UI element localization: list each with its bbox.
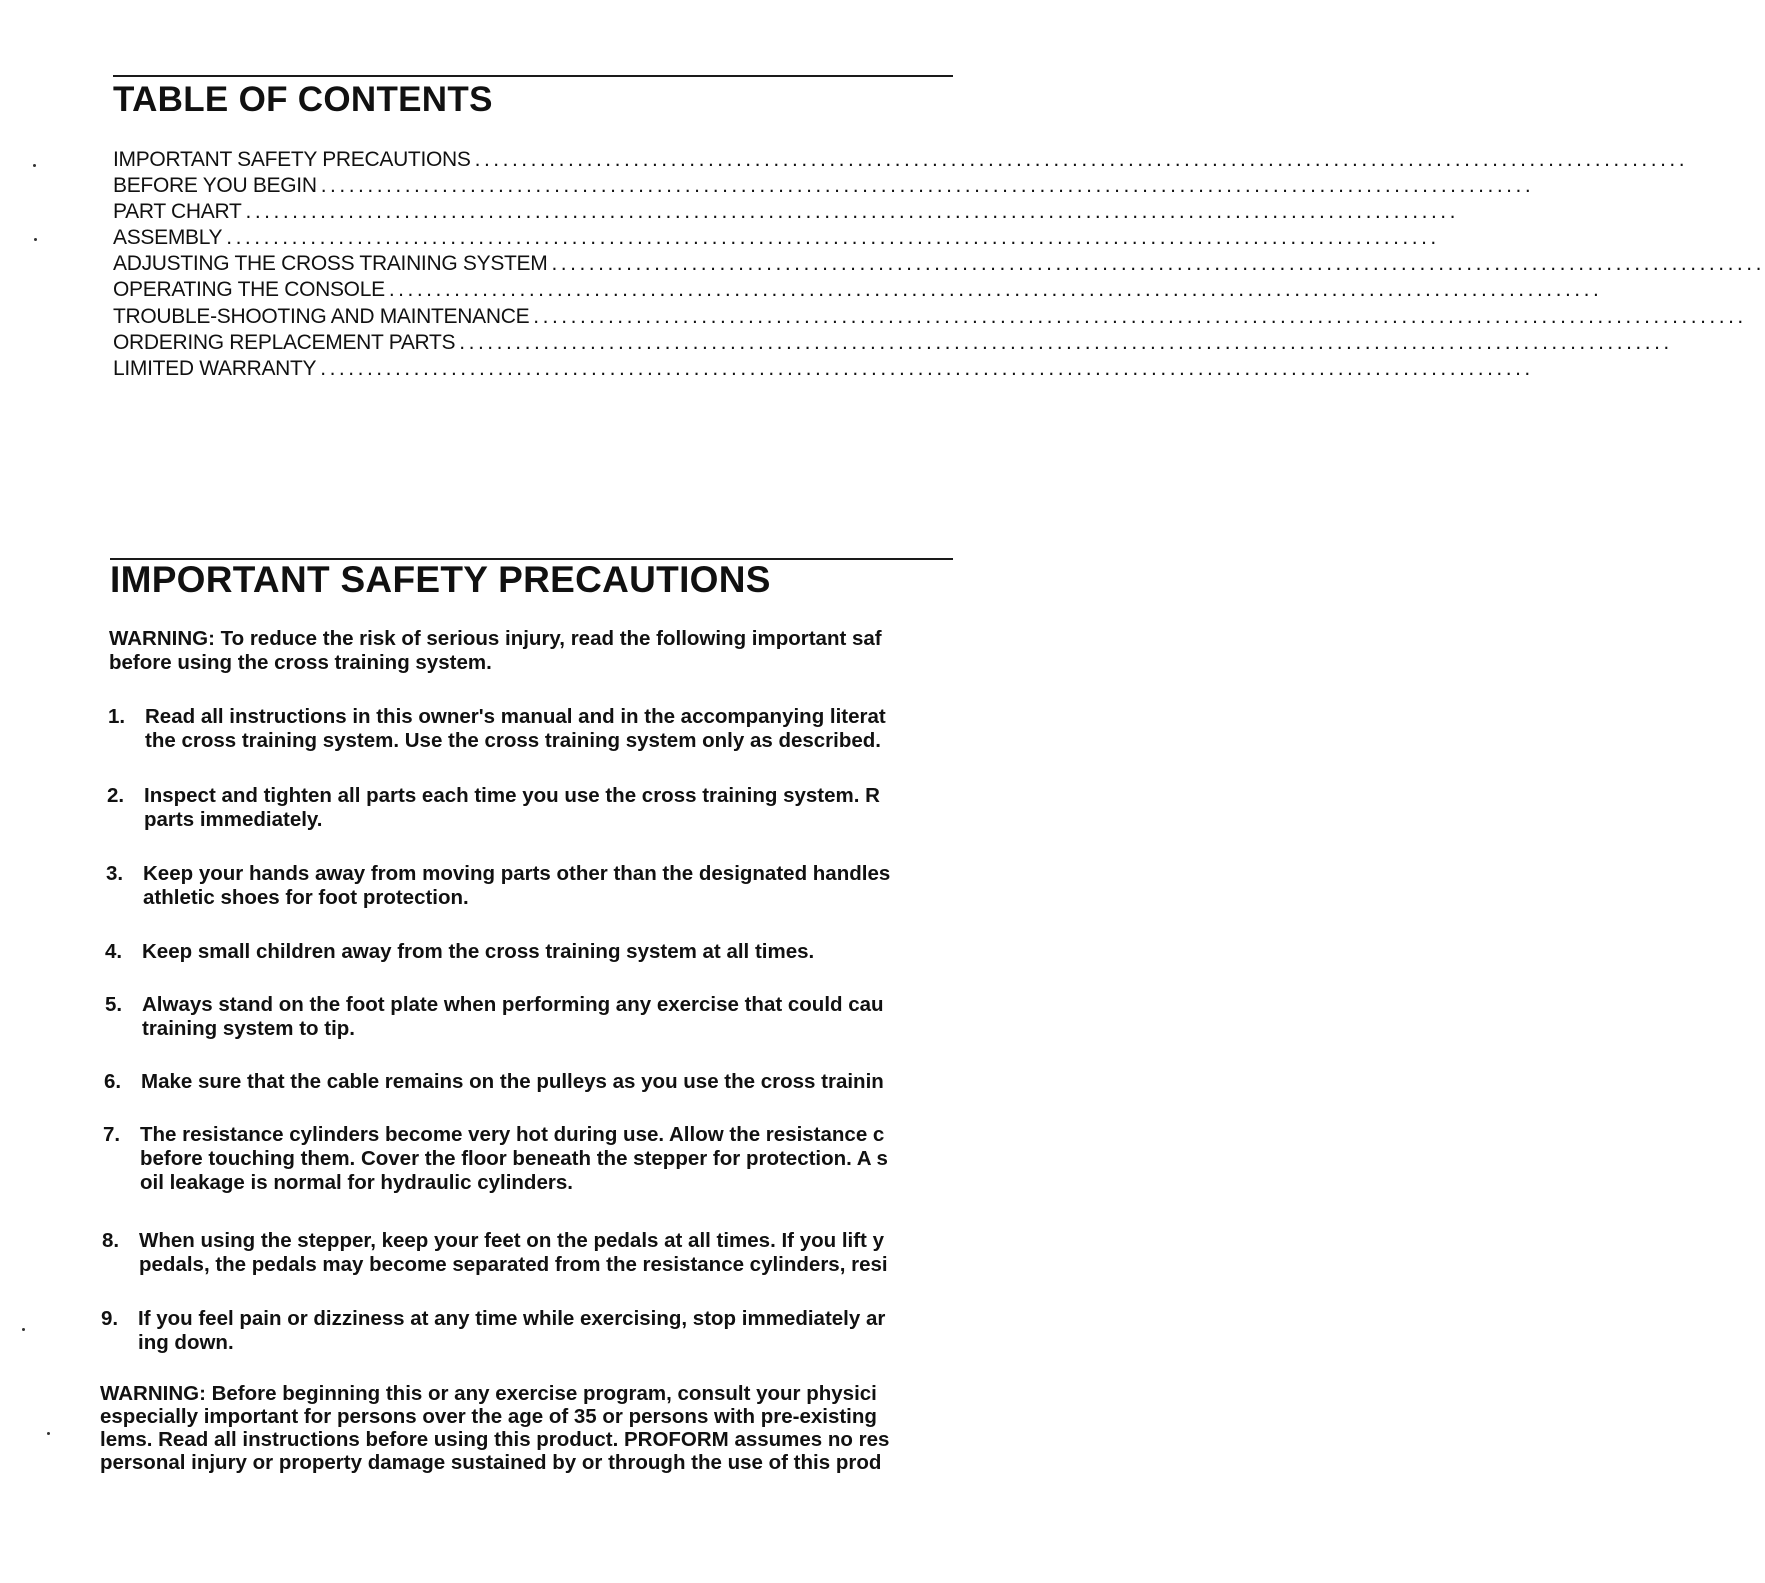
toc-entry[interactable]: TROUBLE-SHOOTING AND MAINTENANCE .................................................................................................................................. — [113, 304, 1747, 328]
toc-entry[interactable]: OPERATING THE CONSOLE .................................................................................................................................. — [113, 278, 1603, 302]
scan-speck — [22, 1328, 25, 1331]
manual-page: TABLE OF CONTENTS IMPORTANT SAFETY PRECAUTIONS .................................................................................................................................. BEFORE YOU BEGIN .................................................................................................................................. PART CHART .................................................................................................................................. ASSEMBLY .................................................................................................................................. ADJUSTING THE CROSS TRAINING SYSTEM .................................................................................................................................. OPERATING THE CONSOLE .................................................................................................................................. TROUBLE-SHOOTING AND MAINTENANCE .................................................................................................................................. ORDERING REPLACEMENT PARTS .................................................................................................................................. LIMITED WARRANTY .................................................................................................................................. IMPORTANT SAFETY PRECAUTIONS WARNING: To reduce the risk of serious injury, read the following important saf before using the cross training system. 1. Read all instructions in this owner's manual and in the accompanying literat the cross training system. Use the cross training system only as described. 2. Inspect and tighten all parts each time you use the cross training system. R parts immediately. 3. Keep your hands away from moving parts other than the designated handles athletic shoes for foot protection. 4. Keep small children away from the cross training system at all times. 5. Always stand on the foot plate when performing any exercise that could cau training system to tip. 6. Make sure that the cable remains on the pulleys as you use the cross trainin 7. The resistance cylinders become very hot during use. Allow the resistance c before touching them. Cover the floor beneath the stepper for protection. A s oil leakage is normal for hydraulic cylinders. 8. When using the stepper, keep your feet on the pedals at all times. If you lift y pedals, the pedals may become separated from the resistance cylinders, resi 9. If you feel pain or dizziness at any time while exercising, stop immediately ar ing down. WARNING: Before beginning this or any exercise program, consult your physici especially important for persons over the age of 35 or persons with pre-existing lems. Read all instructions before using this product. PROFORM assumes no res personal injury or property damage sustained by or through the use of this prod — [0, 0, 955, 1583]
scan-speck — [34, 238, 37, 241]
toc-entry[interactable]: BEFORE YOU BEGIN .................................................................................................................................. — [113, 174, 1535, 198]
dot-leader: .................................................................................................................................. — [551, 252, 1765, 276]
dot-leader: .................................................................................................................................. — [388, 278, 1603, 302]
toc-entry[interactable]: PART CHART .................................................................................................................................. — [113, 200, 1459, 224]
dot-leader: .................................................................................................................................. — [245, 200, 1459, 224]
warning-final: WARNING: Before beginning this or any exercise program, consult your physici especially important for persons over the age of 35 or persons with pre-existing lems. Read all instructions before using this product. PROFORM assumes no res personal injury or property damage sustained by or through the use of this prod — [100, 1382, 890, 1474]
dot-leader: .................................................................................................................................. — [320, 174, 1535, 198]
toc-title: TABLE OF CONTENTS — [113, 80, 493, 119]
dot-leader: .................................................................................................................................. — [533, 304, 1747, 328]
warning-intro: WARNING: To reduce the risk of serious injury, read the following important saf before using the cross training system. — [109, 627, 882, 674]
toc-entry[interactable]: ADJUSTING THE CROSS TRAINING SYSTEM .................................................................................................................................. — [113, 252, 1765, 276]
toc-entry[interactable]: IMPORTANT SAFETY PRECAUTIONS .................................................................................................................................. — [113, 148, 1689, 171]
toc-top-rule — [113, 75, 953, 77]
scan-speck — [47, 1432, 50, 1435]
scan-speck — [33, 164, 36, 167]
safety-title: IMPORTANT SAFETY PRECAUTIONS — [110, 559, 771, 600]
dot-leader: .................................................................................................................................. — [474, 148, 1689, 171]
toc-entry[interactable]: ASSEMBLY .................................................................................................................................. — [113, 226, 1440, 250]
dot-leader: .................................................................................................................................. — [459, 330, 1673, 354]
toc-entry[interactable]: ORDERING REPLACEMENT PARTS .................................................................................................................................. — [113, 330, 1673, 354]
dot-leader: .................................................................................................................................. — [226, 226, 1440, 250]
dot-leader: .................................................................................................................................. — [320, 356, 1534, 380]
toc-entry[interactable]: LIMITED WARRANTY .................................................................................................................................. — [113, 356, 1534, 380]
toc-list — [113, 148, 1765, 383]
